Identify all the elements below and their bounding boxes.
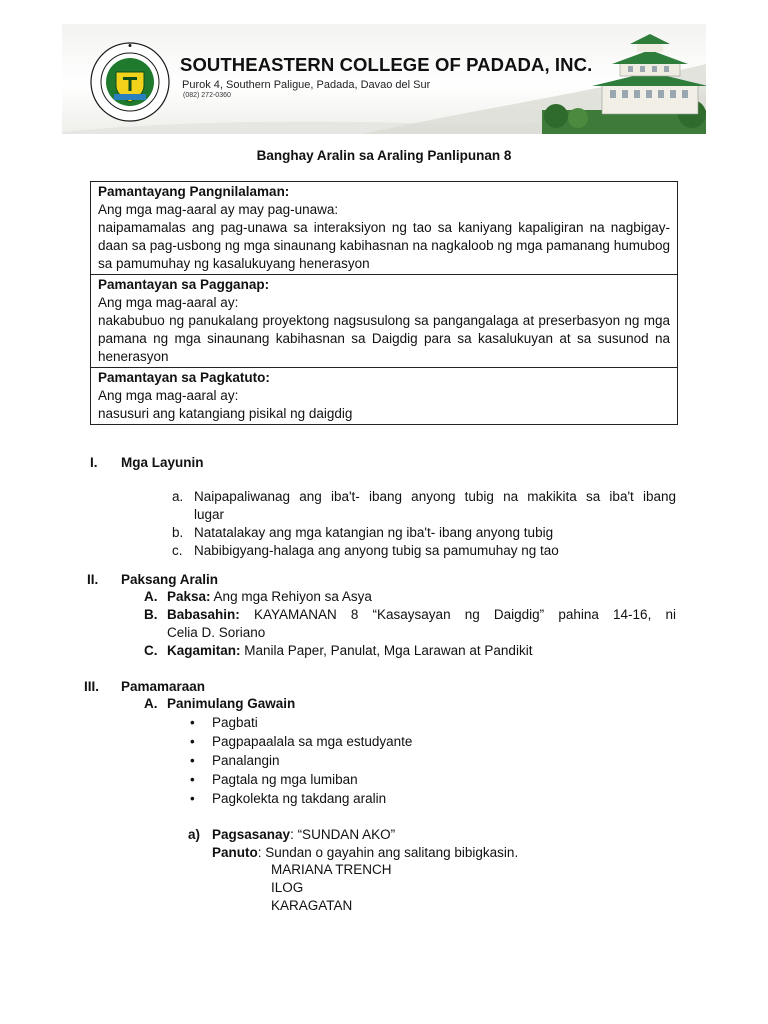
topic-label: Paksa:: [167, 589, 211, 604]
objective-text: Naipapaliwanag ang iba't- ibang anyong tubig na makikita sa iba't ibang: [194, 489, 676, 504]
materials-value: Manila Paper, Panulat, Mga Larawan at Pandikit: [240, 643, 533, 658]
standards-intro: Ang mga mag-aaral ay may pag-unawa:: [98, 202, 339, 217]
bullet-item: Pagtala ng mga lumiban: [212, 772, 358, 787]
section-title: Paksang Aralin: [121, 572, 219, 587]
objective-marker: c.: [172, 543, 183, 558]
school-phone: (082) 272-0360: [183, 92, 231, 99]
materials-line: [167, 642, 532, 660]
standards-cell-content: [91, 182, 677, 275]
bullet-dot: •: [190, 791, 195, 806]
section-number: II.: [87, 572, 99, 587]
standards-table: [90, 181, 678, 425]
subsection-marker: A.: [144, 696, 158, 711]
school-address: Purok 4, Southern Paligue, Padada, Davao del Sur: [182, 79, 431, 91]
reading-value: KAYAMANAN 8 “Kasaysayan ng Daigdig” pahina 14-16, ni: [239, 607, 676, 622]
reading-value-cont: Celia D. Soriano: [167, 625, 266, 640]
section-title: Pamamaraan: [121, 679, 206, 694]
activity-label: Pagsasanay: [212, 827, 291, 842]
standards-intro: Ang mga mag-aaral ay:: [98, 295, 239, 310]
bullet-item: Pagpapaalala sa mga estudyante: [212, 734, 413, 749]
standards-cell-performance: [91, 275, 677, 368]
topic-marker: A.: [144, 589, 158, 604]
standards-heading: Pamantayan sa Pagkatuto:: [98, 370, 270, 385]
standards-body: naipamamalas ang pag-unawa sa interaksiyon ng tao sa kaniyang kapaligiran na nagbigay-daan sa pag-usbong ng mga sinaunang kabihasnan na nagkaloob ng mga pamanang humubog sa pamumuhay ng kasalukuyang henerasyon: [98, 220, 670, 271]
standards-cell-learning: [91, 368, 677, 424]
topic-value: Ang mga Rehiyon sa Asya: [210, 589, 372, 604]
standards-heading: Pamantayan sa Pagganap:: [98, 277, 270, 292]
bullet-item: Pagbati: [212, 715, 258, 730]
objective-marker: b.: [172, 525, 184, 540]
bullet-item: Panalangin: [212, 753, 280, 768]
header-banner: [62, 24, 706, 134]
activity-value: : “SUNDAN AKO”: [290, 827, 396, 842]
instruction-line: [212, 844, 518, 862]
school-name: SOUTHEASTERN COLLEGE OF PADADA, INC.: [180, 54, 593, 75]
activity-line: [212, 826, 395, 844]
activity-marker: a): [188, 827, 201, 842]
bullet-dot: •: [190, 715, 195, 730]
drill-word: MARIANA TRENCH: [271, 862, 392, 877]
standards-body: nasusuri ang katangiang pisikal ng daigdig: [98, 406, 353, 421]
reading-line: [167, 606, 676, 624]
topic-line: [167, 588, 372, 606]
section-number: I.: [90, 455, 98, 470]
standards-body: nakabubuo ng panukalang proyektong nagsusulong sa pangangalaga at preserbasyon ng mga pamana ng mga sinaunang kabihasnan sa Daigdig para sa kasalukuyan at sa susunod na henerasyon: [98, 313, 670, 364]
reading-marker: B.: [144, 607, 158, 622]
materials-marker: C.: [144, 643, 158, 658]
pagoda-building-image: [542, 32, 706, 134]
bullet-dot: •: [190, 772, 195, 787]
drill-word: KARAGATAN: [271, 898, 353, 913]
instruction-label: Panuto: [212, 845, 258, 860]
objective-text: Nabibigyang-halaga ang anyong tubig sa pamumuhay ng tao: [194, 543, 559, 558]
section-number: III.: [84, 679, 100, 694]
section-title: Mga Layunin: [121, 455, 204, 470]
school-seal-logo: [90, 42, 170, 122]
objective-text-cont: lugar: [194, 507, 225, 522]
drill-word: ILOG: [271, 880, 304, 895]
document-title: Banghay Aralin sa Araling Panlipunan 8: [256, 148, 512, 163]
reading-label: Babasahin:: [167, 607, 240, 622]
standards-heading: Pamantayang Pangnilalaman:: [98, 184, 290, 199]
instruction-value: : Sundan o gayahin ang salitang bibigkasin.: [257, 845, 519, 860]
objective-marker: a.: [172, 489, 184, 504]
bullet-dot: •: [190, 734, 195, 749]
subsection-title: Panimulang Gawain: [167, 696, 296, 711]
bullet-dot: •: [190, 753, 195, 768]
standards-intro: Ang mga mag-aaral ay:: [98, 388, 239, 403]
bullet-item: Pagkolekta ng takdang aralin: [212, 791, 387, 806]
objective-text: Natatalakay ang mga katangian ng iba't- ibang anyong tubig: [194, 525, 554, 540]
materials-label: Kagamitan:: [167, 643, 241, 658]
